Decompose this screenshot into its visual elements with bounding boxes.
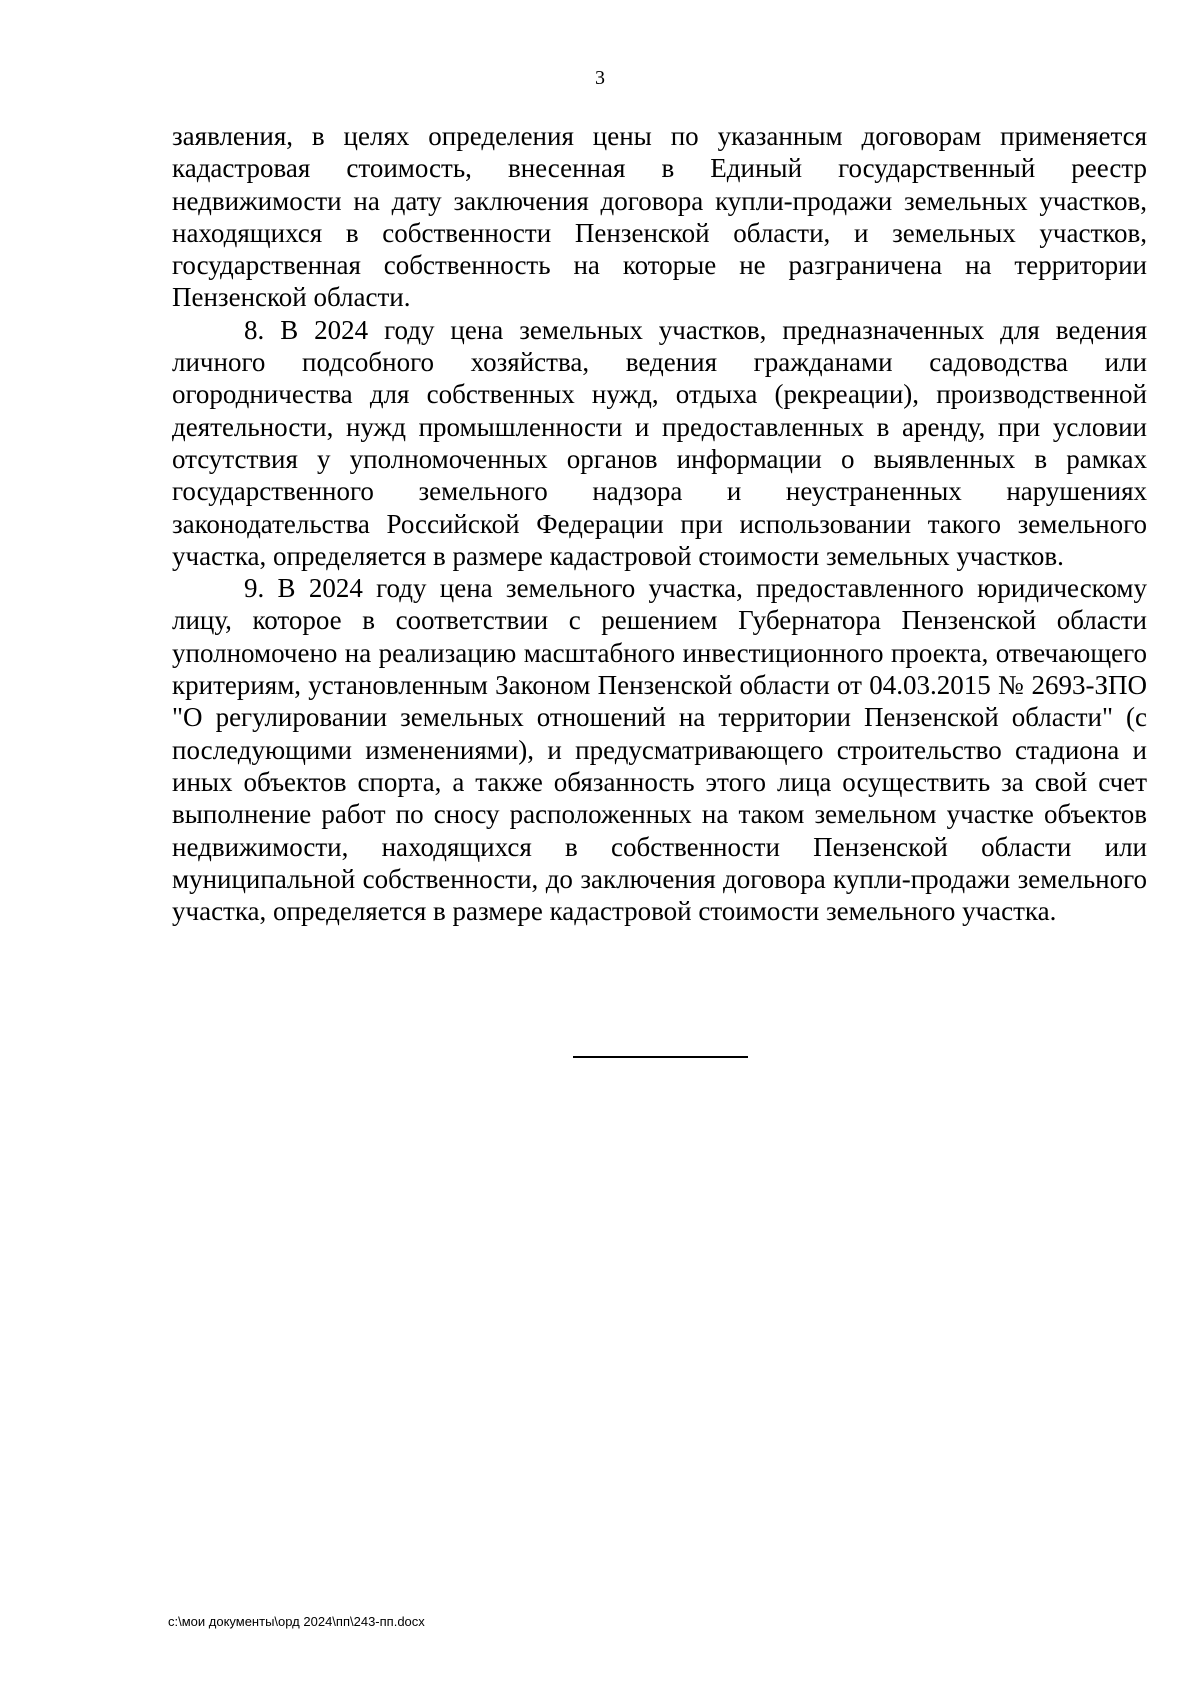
paragraph-item-8: 8. В 2024 году цена земельных участков, предназначенных для ведения личного подсобного хозяйства, ведения гражданами садоводства или огородничества для собственных нужд, отдыха (рекреации), производственной деятельности, нужд промышленности и предоставленных в аренду, при условии отсутствия у уполномоченных органов информации о выявленных в рамках государственного земельного надзора и неустраненных нарушениях законодательства Российской Федерации при использовании такого земельного участка, определяется в размере кадастровой стоимости земельных участков. (172, 314, 1147, 571)
page-number: 3 (595, 67, 605, 89)
paragraph-continuation: заявления, в целях определения цены по указанным договорам применяется кадастровая стоимость, внесенная в Единый государственный реестр недвижимости на дату заключения договора купли-продажи земельных участков, находящихся в собственности Пензенской области, и земельных участков, государственная собственность на которые не разграничена на территории Пензенской области. (172, 121, 1147, 313)
document-body (172, 120, 1147, 927)
paragraph-item-9: 9. В 2024 году цена земельного участка, предоставленного юридическому лицу, которое в соответствии с решением Губернатора Пензенской области уполномочено на реализацию масштабного инвестиционного проекта, отвечающего критериям, установленным Законом Пензенской области от 04.03.2015 № 2693-ЗПО "О регулировании земельных отношений на территории Пензенской области" (с последующими изменениями), и предусматривающего строительство стадиона и иных объектов спорта, а также обязанность этого лица осуществить за свой счет выполнение работ по сносу расположенных на таком земельном участке объектов недвижимости, находящихся в собственности Пензенской области или муниципальной собственности, до заключения договора купли-продажи земельного участка, определяется в размере кадастровой стоимости земельного участка. (172, 573, 1147, 927)
end-of-document-rule (573, 1056, 748, 1058)
footer-file-path: c:\мои документы\орд 2024\пп\243-пп.docx (168, 1614, 425, 1629)
